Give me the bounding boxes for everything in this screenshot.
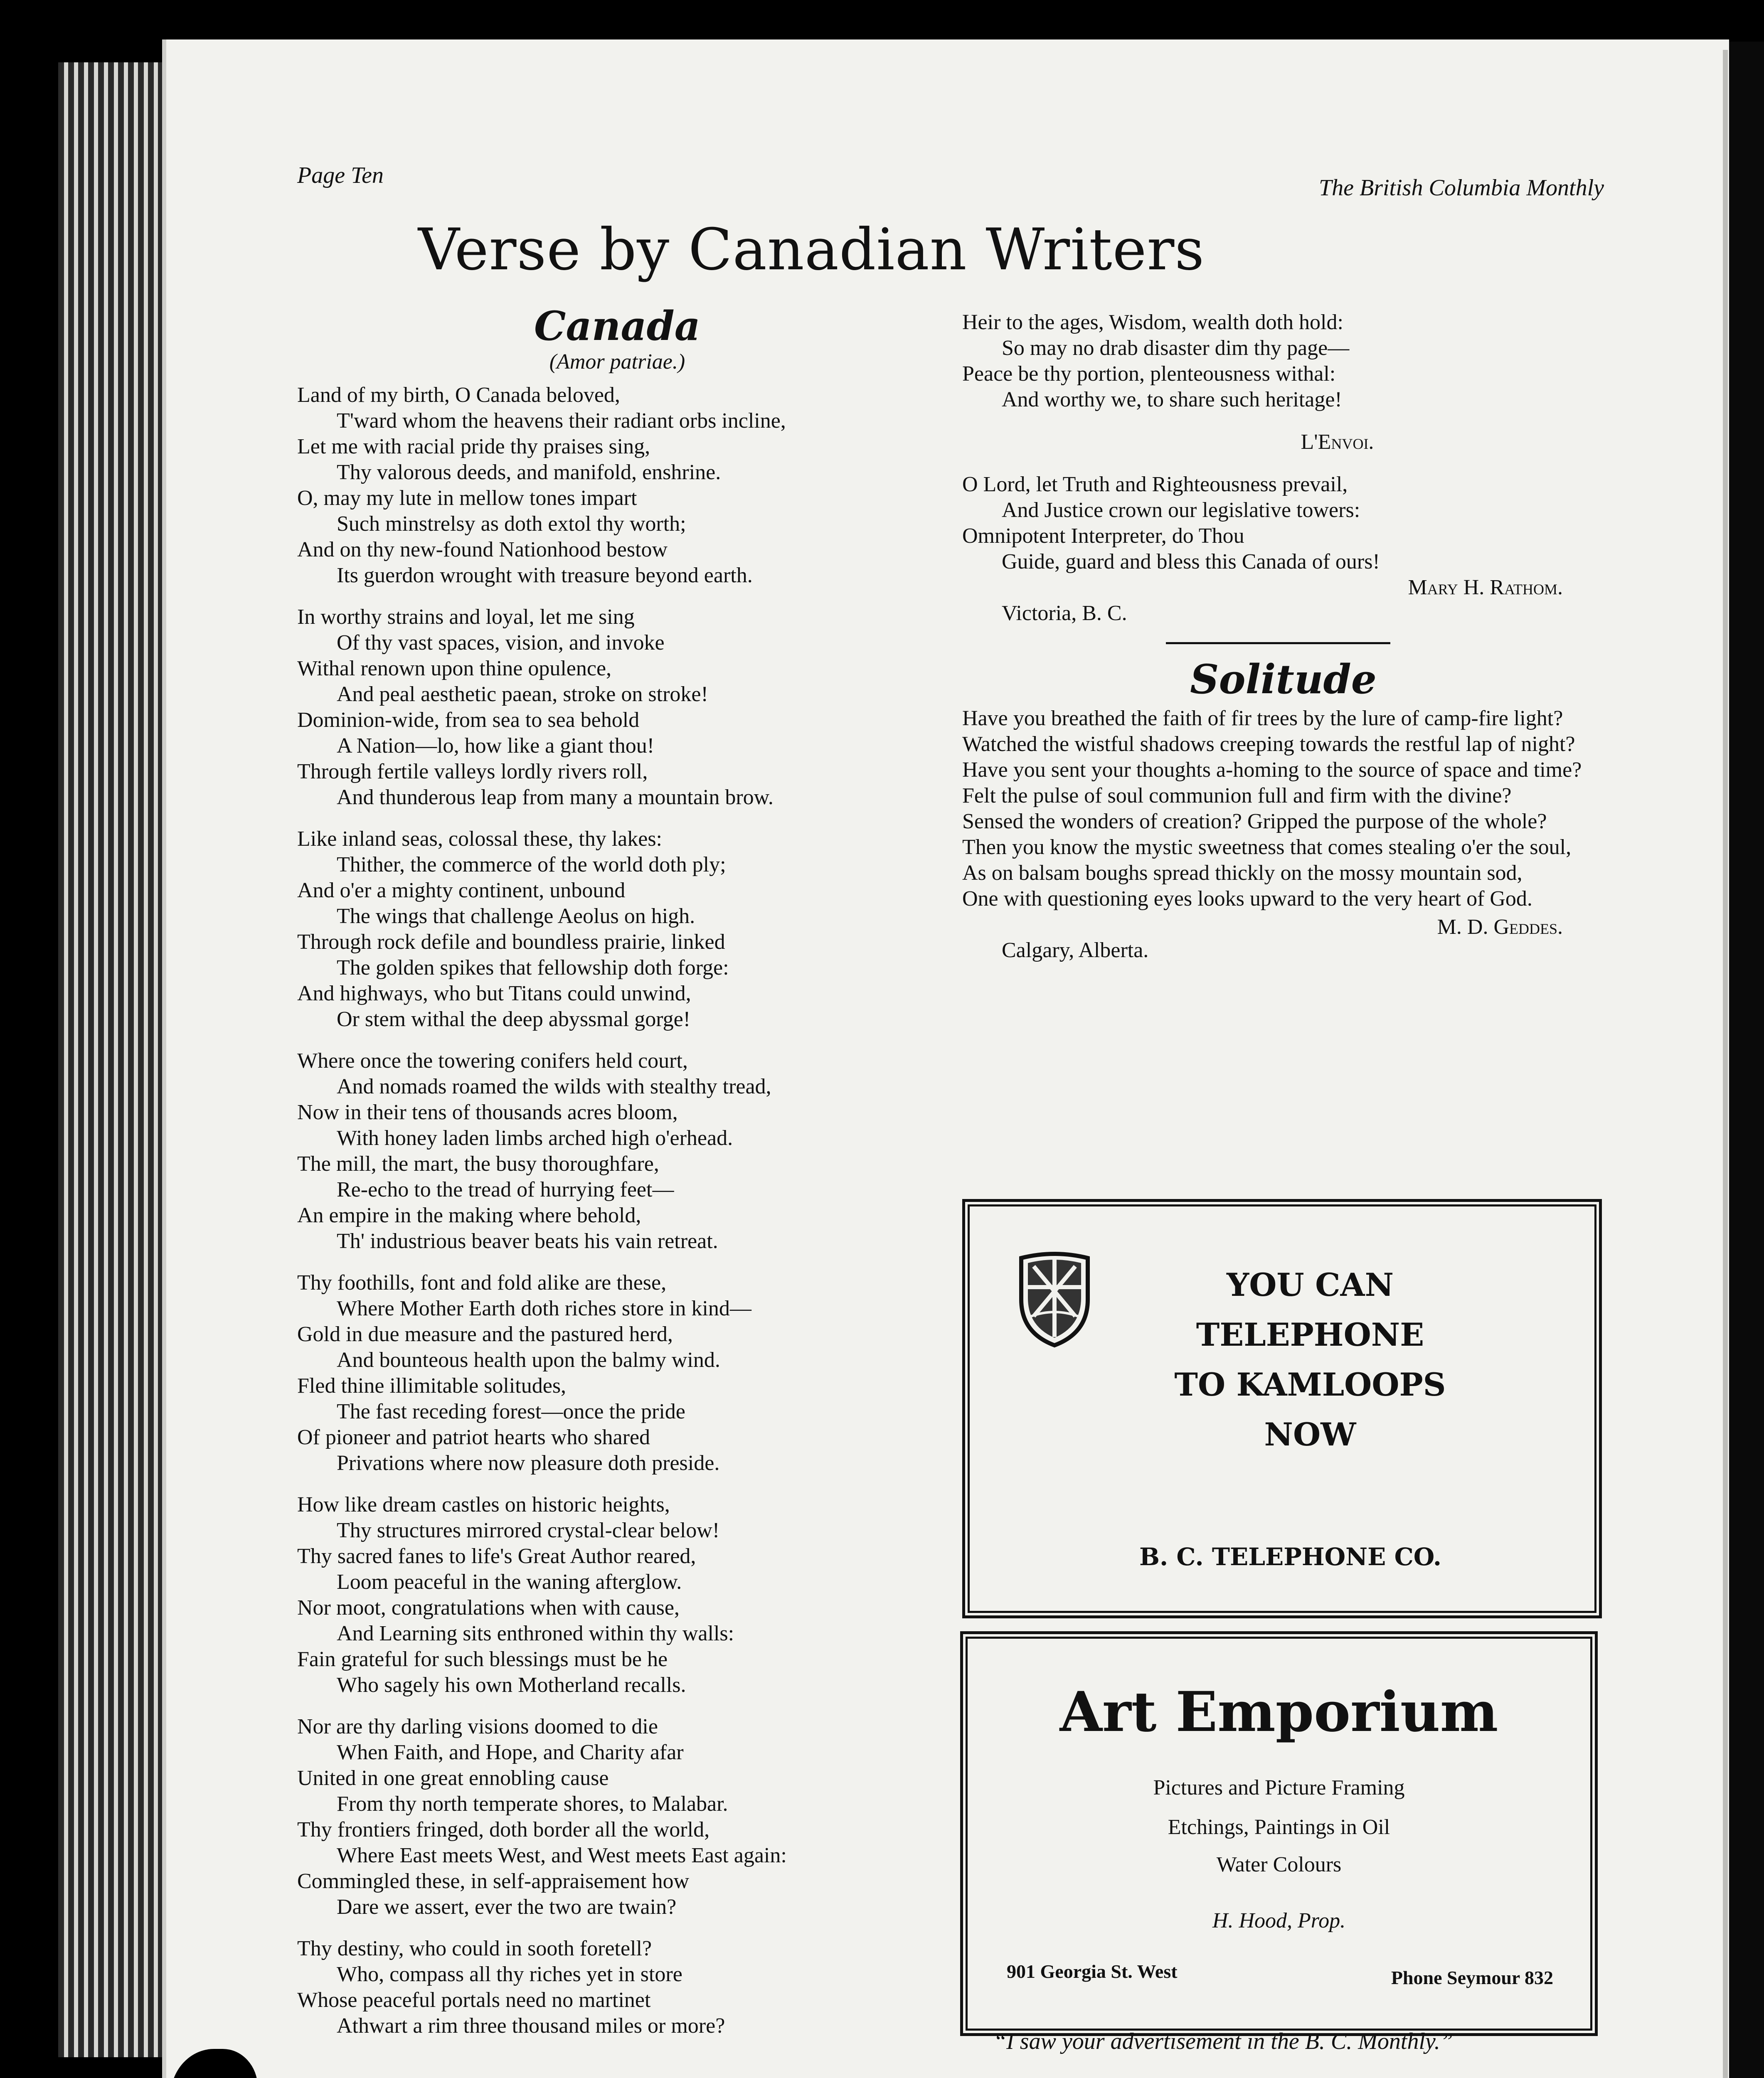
canada-stanza [297, 1936, 937, 2039]
poem-line: And thunderous leap from many a mountain brow. [337, 785, 774, 809]
poem-line: Withal renown upon thine opulence, [297, 657, 612, 680]
poem-line: O Lord, let Truth and Righteousness prevail, [962, 473, 1348, 496]
poem-line: Privations where now pleasure doth preside. [337, 1451, 720, 1475]
poem-line: With honey laden limbs arched high o'erhead. [337, 1126, 733, 1150]
page-gutter-rule [1723, 50, 1728, 2078]
telephone-ad-headline [1102, 1260, 1518, 1460]
poem-line: Sensed the wonders of creation? Gripped the purpose of the whole? [962, 810, 1547, 833]
poem-line: Thy frontiers fringed, doth border all the world, [297, 1818, 710, 1842]
poem-line: Nor are thy darling visions doomed to die [297, 1715, 658, 1738]
poem-line: Commingled these, in self-appraisement how [297, 1869, 690, 1893]
canada-envoi [962, 472, 1604, 575]
solitude-author: M. D. Geddes. [1437, 915, 1563, 939]
art-ad-line-2: Etchings, Paintings in Oil [1168, 1815, 1390, 1839]
page-title: Verse by Canadian Writers [418, 216, 1205, 283]
poem-line: Who, compass all thy riches yet in store [337, 1962, 682, 1986]
poem-line: Or stem withal the deep abyssmal gorge! [337, 1007, 691, 1031]
poem-line: Let me with racial pride thy praises sing, [297, 435, 650, 458]
canada-stanza [297, 1714, 937, 1920]
poem-line: Then you know the mystic sweetness that comes stealing o'er the soul, [962, 835, 1572, 859]
poem-line: Of thy vast spaces, vision, and invoke [337, 631, 665, 655]
poem-line: Where once the towering conifers held court, [297, 1049, 688, 1073]
poem-line: The wings that challenge Aeolus on high. [337, 904, 695, 928]
canada-stanza [297, 382, 937, 588]
poem-line: The mill, the mart, the busy thoroughfare, [297, 1152, 659, 1176]
poem-line: Watched the wistful shadows creeping towards the restful lap of night? [962, 732, 1575, 756]
poem-line: Have you breathed the faith of fir trees by the lure of camp-fire light? [962, 707, 1563, 730]
left-column [297, 303, 937, 2055]
poem-line: And Learning sits enthroned within thy walls: [337, 1622, 734, 1645]
art-ad-line-3: Water Colours [1216, 1853, 1342, 1876]
poem-line: And highways, who but Titans could unwind, [297, 982, 691, 1005]
art-ad-address: 901 Georgia St. West [1007, 1961, 1178, 1982]
poem-line: Loom peaceful in the waning afterglow. [337, 1570, 682, 1594]
solitude-place: Calgary, Alberta. [1002, 938, 1149, 962]
poem-line: Re-echo to the tread of hurrying feet— [337, 1178, 674, 1201]
art-ad-phone: Phone Seymour 832 [1391, 1967, 1553, 1988]
poem-line: Fain grateful for such blessings must be he [297, 1647, 668, 1671]
canada-stanzas [297, 382, 937, 2039]
poem-line: Land of my birth, O Canada beloved, [297, 383, 620, 407]
poem-line: Thy sacred fanes to life's Great Author reared, [297, 1544, 696, 1568]
canada-place: Victoria, B. C. [1002, 601, 1127, 625]
poem-line: An empire in the making where behold, [297, 1204, 641, 1227]
poem-divider [1166, 642, 1390, 644]
poem-line: A Nation—lo, how like a giant thou! [337, 734, 655, 758]
art-emporium-advertisement [960, 1631, 1598, 2036]
solitude-lines [962, 706, 1604, 912]
poem-line: Gold in due measure and the pastured herd, [297, 1322, 673, 1346]
poem-line: Athwart a rim three thousand miles or more? [337, 2014, 725, 2038]
poem-line: When Faith, and Hope, and Charity afar [337, 1741, 684, 1764]
poem-line: How like dream castles on historic heights, [297, 1493, 670, 1517]
poem-title-solitude: Solitude [1190, 656, 1377, 703]
canada-stanza [297, 1492, 937, 1698]
poem-line: United in one great ennobling cause [297, 1766, 609, 1790]
canada-stanza [297, 826, 937, 1032]
canada-continuation [962, 310, 1604, 413]
poem-line: And worthy we, to share such heritage! [1002, 388, 1342, 411]
poem-line: Thy valorous deeds, and manifold, enshrine. [337, 460, 721, 484]
ad-line-4: NOW [1264, 1416, 1356, 1453]
poem-line: Of pioneer and patriot hearts who shared [297, 1426, 650, 1449]
poem-line: In worthy strains and loyal, let me sing [297, 605, 635, 629]
ad-line-3: TO KAMLOOPS [1174, 1366, 1446, 1403]
poem-line: And Justice crown our legislative towers: [1002, 498, 1360, 522]
envoi-heading: L'Envoi. [1301, 430, 1374, 454]
poem-line: Omnipotent Interpreter, do Thou [962, 524, 1244, 548]
poem-line: T'ward whom the heavens their radiant orbs incline, [337, 409, 786, 433]
poem-line: Heir to the ages, Wisdom, wealth doth hold: [962, 310, 1343, 334]
poem-subtitle: (Amor patriae.) [549, 350, 685, 374]
poem-line: Through fertile valleys lordly rivers roll, [297, 760, 648, 783]
shield-crest-icon [1013, 1250, 1096, 1349]
poem-line: Guide, guard and bless this Canada of ours! [1002, 550, 1380, 574]
ad-line-1: YOU CAN [1226, 1266, 1394, 1303]
poem-line: So may no drab disaster dim thy page— [1002, 336, 1350, 360]
poem-line: And o'er a mighty continent, unbound [297, 879, 626, 902]
poem-line: Peace be thy portion, plenteousness withal: [962, 362, 1336, 386]
poem-line: Its guerdon wrought with treasure beyond earth. [337, 564, 753, 587]
canada-stanza [297, 604, 937, 810]
ad-line-2: TELEPHONE [1196, 1316, 1424, 1353]
poem-line: One with questioning eyes looks upward to the very heart of God. [962, 887, 1532, 911]
canada-stanza [297, 1048, 937, 1254]
poem-line: Where East meets West, and West meets East again: [337, 1844, 787, 1867]
canada-stanza [297, 1270, 937, 1476]
poem-line: From thy north temperate shores, to Malabar. [337, 1792, 728, 1816]
right-column [962, 310, 1604, 963]
book-page-edges [58, 62, 166, 2057]
poem-line: Thy destiny, who could in sooth foretell? [297, 1937, 652, 1960]
scan-border-right [1725, 42, 1764, 2078]
poem-line: Nor moot, congratulations when with cause, [297, 1596, 680, 1620]
poem-line: Like inland seas, colossal these, thy lakes: [297, 827, 663, 851]
poem-line: O, may my lute in mellow tones impart [297, 486, 637, 510]
poem-title-canada: Canada [534, 303, 700, 350]
poem-line: And bounteous health upon the balmy wind. [337, 1348, 720, 1372]
poem-line: Whose peaceful portals need no martinet [297, 1988, 651, 2012]
poem-line: Such minstrelsy as doth extol thy worth; [337, 512, 686, 536]
poem-line: Where Mother Earth doth riches store in kind— [337, 1297, 751, 1320]
poem-line: And peal aesthetic paean, stroke on stroke! [337, 682, 708, 706]
poem-line: Felt the pulse of soul communion full and firm with the divine? [962, 784, 1512, 808]
poem-line: The golden spikes that fellowship doth forge: [337, 956, 729, 980]
poem-line: Now in their tens of thousands acres bloom, [297, 1101, 678, 1124]
poem-line: As on balsam boughs spread thickly on the mossy mountain sod, [962, 861, 1523, 885]
telephone-company-name: B. C. TELEPHONE CO. [1139, 1543, 1442, 1571]
art-ad-proprietor: H. Hood, Prop. [1212, 1909, 1346, 1933]
poem-line: Thither, the commerce of the world doth ply; [337, 853, 726, 877]
poem-line: Dare we assert, ever the two are twain? [337, 1895, 677, 1919]
poem-line: Have you sent your thoughts a-homing to the source of space and time? [962, 758, 1582, 782]
poem-line: Dominion-wide, from sea to sea behold [297, 708, 640, 732]
poem-line: Fled thine illimitable solitudes, [297, 1374, 567, 1398]
page-number-label: Page Ten [297, 162, 384, 188]
publication-name: The British Columbia Monthly [1319, 175, 1604, 201]
art-ad-line-1: Pictures and Picture Framing [1153, 1776, 1405, 1800]
poem-line: Th' industrious beaver beats his vain retreat. [337, 1229, 718, 1253]
poem-line: The fast receding forest—once the pride [337, 1400, 685, 1423]
poem-line: Through rock defile and boundless prairie, linked [297, 930, 725, 954]
telephone-advertisement [962, 1199, 1602, 1618]
canada-author: Mary H. Rathom. [1408, 576, 1563, 599]
poem-line: And on thy new-found Nationhood bestow [297, 538, 668, 561]
footer-advertisement-note: “I saw your advertisement in the B. C. Monthly.” [993, 2029, 1453, 2054]
poem-line: Who sagely his own Motherland recalls. [337, 1673, 686, 1697]
art-emporium-title: Art Emporium [1059, 1680, 1498, 1744]
poem-line: Thy structures mirrored crystal-clear below! [337, 1519, 720, 1542]
poem-line: Thy foothills, font and fold alike are these, [297, 1271, 667, 1295]
poem-line: And nomads roamed the wilds with stealthy tread, [337, 1075, 771, 1098]
